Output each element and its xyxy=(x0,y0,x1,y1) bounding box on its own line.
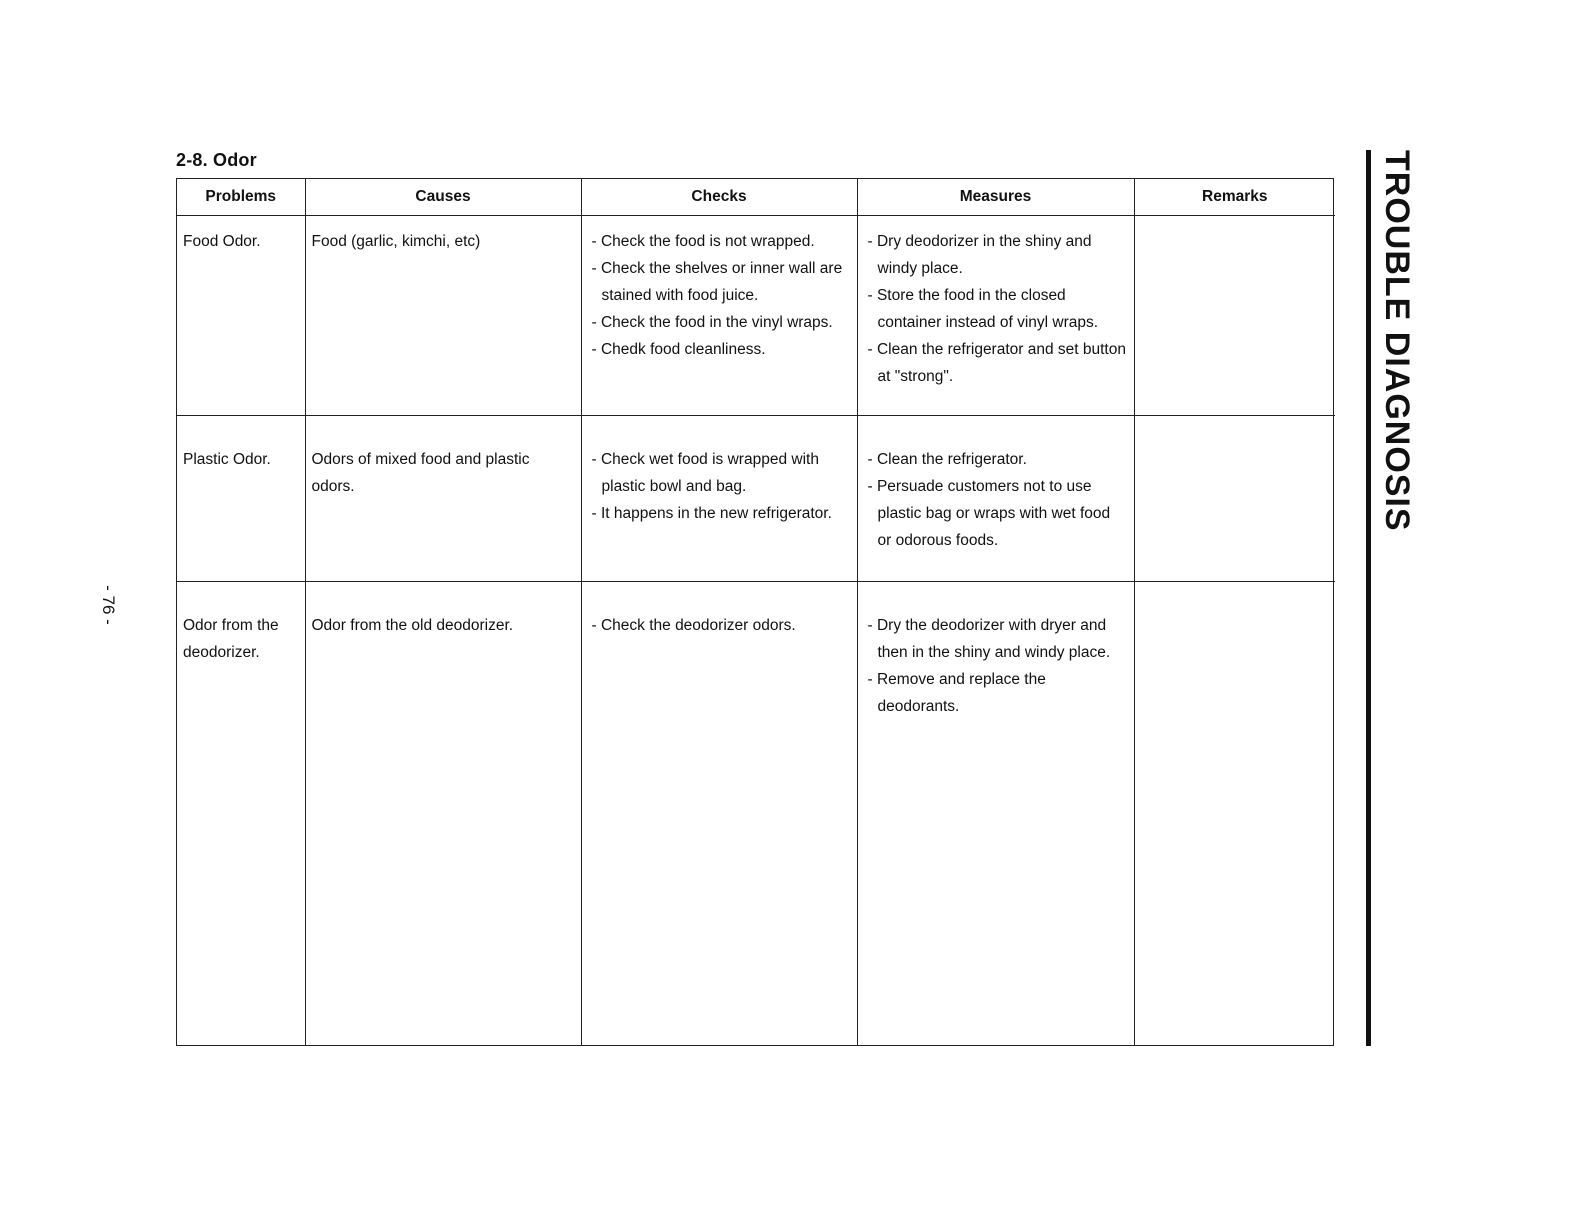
table-row xyxy=(177,215,1335,415)
check-item: - Chedk food cleanliness. xyxy=(588,336,851,363)
check-item: - Check the shelves or inner wall are stained with food juice. xyxy=(588,255,851,309)
cause-cell: Food (garlic, kimchi, etc) xyxy=(305,215,581,415)
section-title: 2-8. Odor xyxy=(176,150,257,170)
table-header-row xyxy=(177,179,1335,215)
header-remarks: Remarks xyxy=(1134,179,1335,215)
check-item: - It happens in the new refrigerator. xyxy=(588,500,851,527)
checks-list xyxy=(588,228,851,363)
header-checks: Checks xyxy=(581,179,857,215)
header-measures: Measures xyxy=(857,179,1134,215)
check-item: - Check the food is not wrapped. xyxy=(588,228,851,255)
cause-cell: Odors of mixed food and plastic odors. xyxy=(305,415,581,581)
measures-list xyxy=(864,446,1128,554)
remarks-cell xyxy=(1134,581,1335,1045)
measure-item: - Dry the deodorizer with dryer and then in the shiny and windy place. xyxy=(864,612,1128,666)
measure-item: - Remove and replace the deodorants. xyxy=(864,666,1128,720)
header-causes: Causes xyxy=(305,179,581,215)
measures-list xyxy=(864,612,1128,720)
odor-table-container xyxy=(176,178,1334,1046)
checks-cell xyxy=(581,415,857,581)
measures-cell xyxy=(857,415,1134,581)
cause-cell: Odor from the old deodorizer. xyxy=(305,581,581,1045)
check-item: - Check the deodorizer odors. xyxy=(588,612,851,639)
measures-cell xyxy=(857,215,1134,415)
side-title: TROUBLE DIAGNOSIS xyxy=(1378,150,1416,532)
measure-item: - Clean the refrigerator. xyxy=(864,446,1128,473)
checks-cell xyxy=(581,581,857,1045)
odor-trouble-table xyxy=(177,179,1335,1045)
measure-item: - Persuade customers not to use plastic bag or wraps with wet food or odorous foods. xyxy=(864,473,1128,554)
table-row xyxy=(177,581,1335,1045)
measure-item: - Clean the refrigerator and set button at "strong". xyxy=(864,336,1128,390)
problem-cell: Food Odor. xyxy=(177,215,305,415)
side-title-container xyxy=(1372,150,1422,580)
remarks-cell xyxy=(1134,215,1335,415)
checks-list xyxy=(588,612,851,639)
measures-list xyxy=(864,228,1128,390)
check-item: - Check wet food is wrapped with plastic bowl and bag. xyxy=(588,446,851,500)
problem-cell: Odor from the deodorizer. xyxy=(177,581,305,1045)
header-problems: Problems xyxy=(177,179,305,215)
checks-cell xyxy=(581,215,857,415)
check-item: - Check the food in the vinyl wraps. xyxy=(588,309,851,336)
measure-item: - Dry deodorizer in the shiny and windy place. xyxy=(864,228,1128,282)
page-number: - 76 - xyxy=(99,585,118,625)
problem-cell: Plastic Odor. xyxy=(177,415,305,581)
checks-list xyxy=(588,446,851,527)
measure-item: - Store the food in the closed container instead of vinyl wraps. xyxy=(864,282,1128,336)
measures-cell xyxy=(857,581,1134,1045)
side-rule xyxy=(1366,150,1371,1046)
remarks-cell xyxy=(1134,415,1335,581)
table-row xyxy=(177,415,1335,581)
